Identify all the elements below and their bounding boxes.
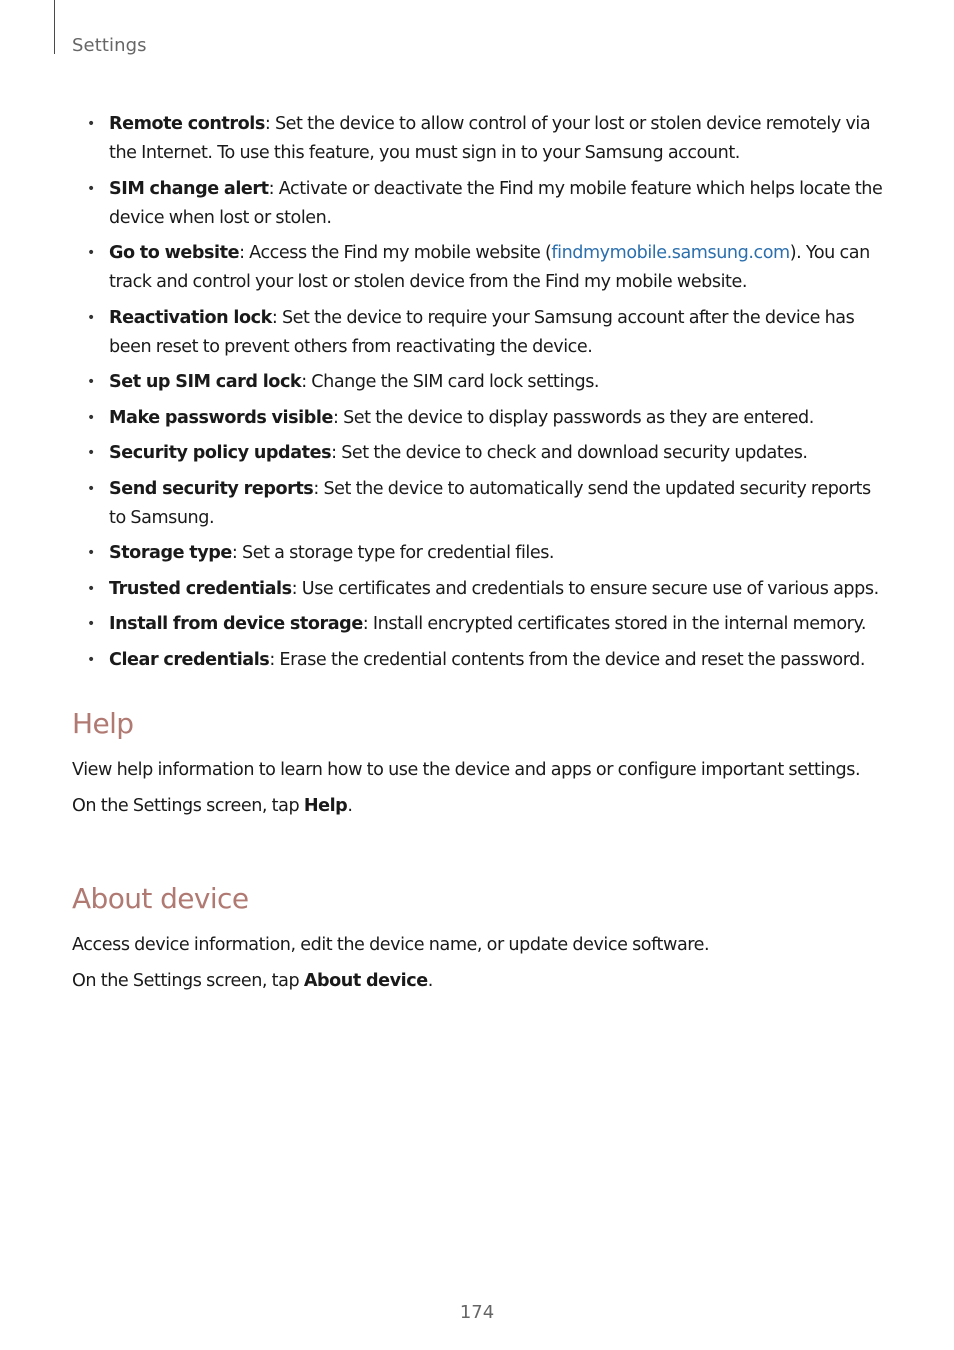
header-section-label: Settings (72, 35, 147, 56)
page-number: 174 (459, 1302, 495, 1323)
option-term: Set up SIM card lock (109, 372, 302, 392)
bullet-icon: • (87, 651, 95, 668)
list-item-clear-credentials (72, 646, 887, 675)
bullet-icon: • (87, 480, 95, 497)
option-term: Remote controls (109, 114, 265, 134)
option-term: SIM change alert (109, 178, 269, 199)
bullet-icon: • (87, 545, 95, 561)
bullet-icon: • (87, 116, 95, 132)
bullet-icon: • (87, 180, 95, 197)
header-divider (54, 0, 55, 54)
option-term: Install from device storage (109, 614, 363, 634)
option-description-cont: ). You can track and control your lost or stolen device from the Find my mobile website. (109, 243, 870, 292)
bullet-icon: • (87, 409, 95, 426)
bullet-icon: • (87, 245, 95, 261)
option-term: Reactivation lock (109, 307, 272, 328)
option-description: : Set a storage type for credential files. (231, 543, 555, 563)
help-instruction: On the Settings screen, tap Help. (72, 795, 353, 816)
list-item-trusted-credentials (72, 575, 887, 604)
help-heading: Help (72, 707, 134, 740)
option-description: : Set the device to display passwords as they are entered. (332, 407, 814, 428)
about-device-instruction: On the Settings screen, tap About device. (72, 970, 433, 991)
bullet-icon: • (87, 374, 95, 390)
list-item-security-policy-updates (72, 439, 887, 468)
option-term: Trusted credentials (109, 578, 292, 599)
option-term: Storage type (109, 543, 232, 563)
about-device-menu-target: About device (303, 970, 428, 991)
list-item-reactivation-lock (72, 304, 887, 362)
about-device-section (72, 881, 887, 1002)
help-menu-target: Help (303, 795, 348, 816)
list-item-remote-controls (72, 110, 887, 168)
help-description: View help information to learn how to use the device and apps or configure important settings. (72, 760, 861, 780)
list-item-sim-change-alert (72, 175, 887, 233)
help-section (72, 706, 887, 827)
option-term: Send security reports (109, 478, 314, 499)
option-description: : Set the device to require your Samsung account after the device has been reset to prevent others from reactivating the device. (109, 307, 855, 357)
option-description: : Set the device to automatically send the updated security reports to Samsung. (109, 478, 871, 528)
list-item-set-up-sim-card-lock (72, 368, 887, 397)
option-term: Go to website (109, 243, 240, 263)
option-term: Make passwords visible (109, 407, 333, 428)
settings-options-list (72, 110, 887, 681)
option-description: : Install encrypted certificates stored in the internal memory. (362, 614, 867, 634)
list-item-storage-type (72, 539, 887, 568)
bullet-icon: • (87, 309, 95, 326)
option-description: : Set the device to check and download security updates. (331, 443, 808, 463)
option-term: Security policy updates (109, 443, 332, 463)
option-description: : Use certificates and credentials to ensure secure use of various apps. (291, 578, 879, 599)
find-my-mobile-link[interactable]: findmymobile.samsung.com (551, 243, 790, 263)
list-item-go-to-website (72, 239, 887, 297)
option-description: : Activate or deactivate the Find my mobile feature which helps locate the device when lost or stolen. (109, 178, 883, 228)
about-device-heading: About device (72, 882, 249, 915)
list-item-install-from-device-storage (72, 610, 887, 639)
bullet-icon: • (87, 616, 95, 632)
list-item-send-security-reports (72, 475, 887, 533)
option-term: Clear credentials (109, 649, 270, 670)
option-description: : Erase the credential contents from the device and reset the password. (269, 649, 866, 670)
about-device-description: Access device information, edit the device name, or update device software. (72, 935, 710, 955)
bullet-icon: • (87, 445, 95, 461)
list-item-make-passwords-visible (72, 404, 887, 433)
bullet-icon: • (87, 580, 95, 597)
option-description: : Set the device to allow control of your lost or stolen device remotely via the Internet. To use this feature, you must sign in to your Samsung account. (109, 114, 871, 163)
option-description: : Access the Find my mobile website ( (239, 243, 552, 263)
option-description: : Change the SIM card lock settings. (301, 372, 600, 392)
